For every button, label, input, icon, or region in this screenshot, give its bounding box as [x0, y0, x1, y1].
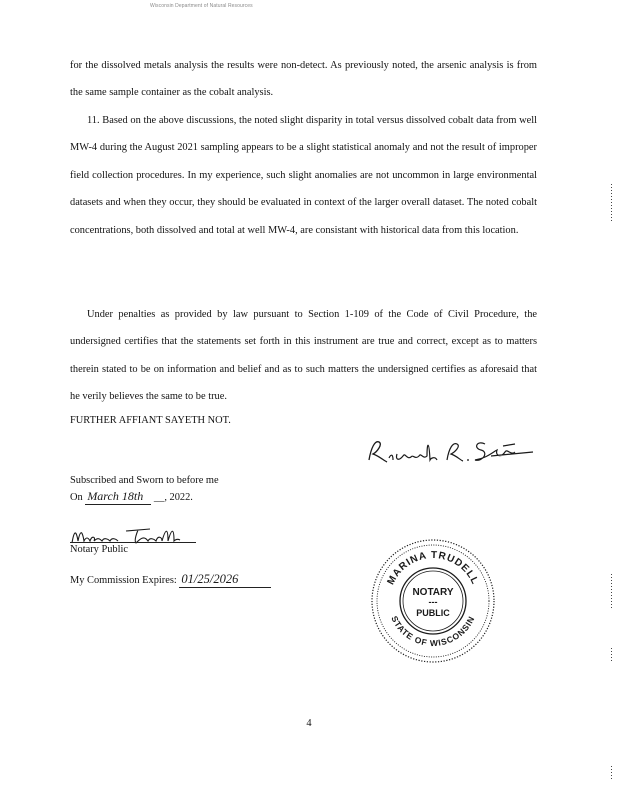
oath-on-label: On [70, 492, 83, 503]
oath-date-line [70, 489, 193, 505]
page-number: 4 [306, 718, 312, 729]
penalties-paragraph [70, 301, 537, 411]
affiant-signature-graphic [365, 430, 535, 470]
paragraph-text: 11. Based on the above discussions, the noted slight disparity in total versus dissolved cobalt data from well MW-4 during the August 2021 sampling appears to be a slight statistical anomaly and not the result of improper field collection procedures. In my experience, such slight anomalies are not uncommon in large environmental datasets and when they occur, they should be evaluated in context of the larger overall dataset. The noted cobalt concentrations, both dissolved and total at well MW-4, are consistant with historical data from this location. [70, 115, 537, 236]
closing-statement: FURTHER AFFIANT SAYETH NOT. [70, 415, 231, 426]
seal-state: STATE OF WISCONSIN [389, 614, 477, 649]
commission-label: My Commission Expires: [70, 575, 177, 586]
scan-edge-mark [611, 648, 612, 662]
seal-name: MARINA TRUDELL [385, 549, 481, 587]
scan-edge-mark [611, 184, 612, 222]
paragraph-text: for the dissolved metals analysis the results were non-detect. As previously noted, the arsenic analysis is from the same sample container as the cobalt analysis. [70, 60, 537, 99]
paragraph-text: Under penalties as provided by law pursuant to Section 1-109 of the Code of Civil Procedure, the undersigned certifies that the statements set forth in this instrument are true and correct, except as to matters therein stated to be on information and belief and as to such matters the undersigned certifies as aforesaid that he verily believes the same to be true. [70, 309, 537, 403]
header-stamp: Wisconsin Department of Natural Resources [150, 3, 253, 9]
oath-date-handwritten: March 18th [85, 489, 151, 505]
notary-signature-line [70, 542, 196, 543]
oath-day-blank: __ [153, 492, 165, 503]
scan-edge-mark [611, 766, 612, 780]
commission-line [70, 572, 271, 588]
continuation-paragraph [70, 52, 537, 107]
svg-text:---: --- [428, 597, 438, 607]
affiant-signature [365, 430, 535, 470]
item-11-paragraph [70, 107, 537, 244]
scan-edge-mark [611, 574, 612, 610]
seal-center-bottom: PUBLIC [416, 608, 450, 618]
seal-center-top: NOTARY [412, 587, 454, 598]
notary-title: Notary Public [70, 544, 129, 555]
notary-seal-graphic [370, 538, 496, 664]
commission-date: 01/25/2026 [179, 572, 271, 588]
notary-seal [370, 538, 496, 664]
oath-line-1: Subscribed and Sworn to before me [70, 475, 219, 486]
oath-year: , 2022. [164, 492, 193, 503]
